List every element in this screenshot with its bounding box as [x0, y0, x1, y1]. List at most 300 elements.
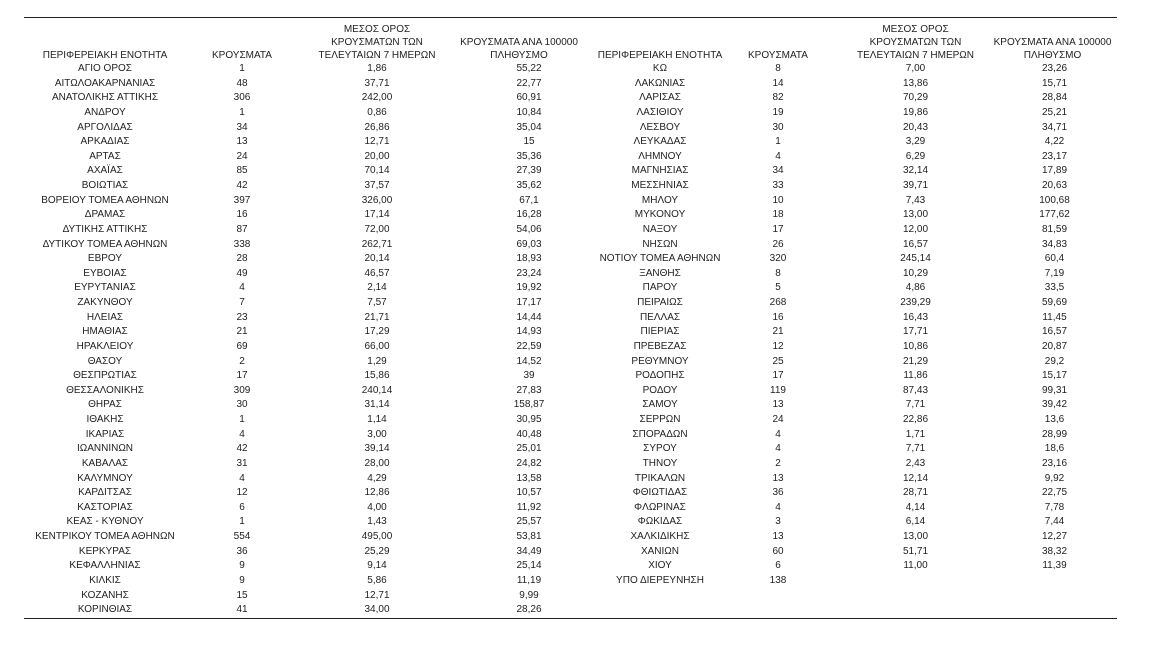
per100k-cell: 59,69	[1041, 297, 1068, 308]
per100k-cell: 4,22	[1044, 136, 1065, 148]
avg-cell: 87,43	[902, 384, 929, 396]
header-region: ΠΕΡΙΦΕΡΕΙΑΚΗ ΕΝΟΤΗΤΑ	[597, 50, 723, 61]
per100k-cell: 22,77	[516, 77, 542, 89]
cases-cell: 6	[239, 501, 245, 513]
table-row	[582, 267, 1117, 282]
table-row	[24, 486, 582, 501]
cases-cell: 21	[236, 326, 248, 338]
table-row	[582, 486, 1117, 501]
left-table-header	[24, 20, 582, 62]
table-row	[24, 267, 582, 282]
header-per100k: ΚΡΟΥΣΜΑΤΑ ΑΝΑ 100000 ΠΛΗΘΥΣΜΟ	[993, 37, 1112, 61]
per100k-cell: 39,42	[1041, 399, 1068, 411]
top-rule	[24, 17, 1117, 18]
avg-cell: 13,00	[902, 209, 929, 221]
table-row	[582, 457, 1117, 472]
per100k-cell: 11,92	[516, 501, 542, 513]
per100k-cell: 11,45	[1042, 311, 1067, 323]
avg-cell: 242,00	[361, 92, 393, 104]
region-cell: ΙΘΑΚΗΣ	[86, 414, 124, 425]
avg-cell: 0,86	[367, 106, 387, 118]
avg-cell: 262,71	[361, 238, 393, 250]
cases-cell: 33	[772, 180, 784, 191]
region-cell: ΝΑΞΟΥ	[642, 223, 678, 235]
table-row	[24, 369, 582, 384]
table-row	[24, 179, 582, 194]
avg-cell: 17,71	[902, 326, 929, 338]
avg-cell: 25,29	[364, 545, 390, 557]
region-cell: ΕΥΡΥΤΑΝΙΑΣ	[74, 282, 136, 294]
avg-cell: 16,57	[902, 238, 929, 250]
table-row	[24, 501, 582, 516]
avg-cell: 28,00	[364, 457, 390, 469]
region-cell: ΙΚΑΡΙΑΣ	[85, 428, 125, 440]
table-row	[582, 106, 1117, 121]
per100k-cell: 23,16	[1041, 457, 1068, 469]
avg-cell: 12,14	[902, 472, 929, 484]
per100k-cell: 9,99	[519, 589, 539, 601]
avg-cell: 495,00	[361, 531, 393, 542]
region-cell: ΣΥΡΟΥ	[643, 443, 677, 455]
region-cell: ΘΕΣΠΡΩΤΙΑΣ	[73, 370, 137, 382]
per100k-cell: 69,03	[516, 238, 542, 250]
cases-cell: 3	[775, 516, 781, 528]
cases-cell: 554	[233, 531, 251, 542]
avg-cell: 7,71	[905, 399, 926, 411]
region-cell: ΜΑΓΝΗΣΙΑΣ	[631, 165, 689, 177]
per100k-cell: 39	[523, 370, 535, 382]
cases-cell: 9	[239, 560, 245, 572]
per100k-cell: 23,24	[516, 267, 542, 279]
left-table	[24, 20, 582, 618]
table-row	[24, 62, 582, 77]
region-cell: ΞΑΝΘΗΣ	[639, 267, 681, 279]
region-cell: ΠΑΡΟΥ	[642, 282, 678, 294]
avg-cell: 13,00	[902, 531, 929, 542]
region-cell: ΛΑΣΙΘΙΟΥ	[636, 106, 684, 118]
table-row	[582, 238, 1117, 253]
cases-cell: 13	[772, 399, 784, 411]
cases-cell: 4	[239, 282, 245, 294]
per100k-cell: 18,93	[516, 253, 542, 265]
table-row	[24, 135, 582, 150]
avg-cell: 11,00	[903, 560, 928, 572]
header-cases: ΚΡΟΥΣΜΑΤΑ	[212, 50, 272, 61]
avg-cell: 20,00	[364, 150, 390, 162]
region-cell: ΘΕΣΣΑΛΟΝΙΚΗΣ	[66, 384, 144, 396]
table-row	[582, 369, 1117, 384]
table-row	[24, 355, 582, 370]
cases-cell: 1	[239, 106, 245, 118]
table-row	[582, 164, 1117, 179]
cases-cell: 48	[236, 77, 248, 89]
region-cell: ΕΥΒΟΙΑΣ	[83, 267, 127, 279]
avg-cell: 9,14	[367, 560, 387, 572]
avg-cell: 2,43	[905, 457, 926, 469]
per100k-cell: 28,84	[1041, 92, 1068, 104]
region-cell: ΛΗΜΝΟΥ	[638, 150, 682, 162]
avg-cell: 6,14	[905, 516, 926, 528]
avg-cell: 3,29	[905, 136, 926, 148]
table-row	[582, 325, 1117, 340]
region-cell: ΔΡΑΜΑΣ	[84, 209, 126, 221]
cases-cell: 268	[769, 297, 787, 308]
avg-cell: 4,29	[367, 472, 387, 484]
per100k-cell: 29,2	[1044, 355, 1065, 367]
cases-cell: 6	[775, 560, 781, 572]
table-row	[24, 457, 582, 472]
table-row	[582, 384, 1117, 399]
region-cell: ΠΙΕΡΙΑΣ	[640, 326, 680, 338]
cases-cell: 15	[236, 589, 248, 601]
region-cell: ΠΕΛΛΑΣ	[639, 311, 681, 323]
per100k-cell: 28,99	[1041, 428, 1068, 440]
avg-cell: 15,86	[364, 370, 390, 382]
table-row	[24, 603, 582, 618]
region-cell: ΠΕΙΡΑΙΩΣ	[637, 297, 683, 308]
per100k-cell: 55,22	[516, 63, 542, 74]
per100k-cell: 35,36	[516, 150, 542, 162]
cases-cell: 338	[233, 238, 251, 250]
per100k-cell: 17,17	[516, 297, 542, 308]
cases-cell: 309	[233, 384, 251, 396]
cases-cell: 12	[772, 340, 784, 352]
table-row	[24, 223, 582, 238]
region-cell: ΣΕΡΡΩΝ	[639, 414, 681, 425]
region-cell: ΦΩΚΙΔΑΣ	[637, 516, 683, 528]
cases-cell: 41	[236, 604, 248, 616]
table-row	[24, 252, 582, 267]
per100k-cell: 25,57	[516, 516, 542, 528]
region-cell: ΔΥΤΙΚΟΥ ΤΟΜΕΑ ΑΘΗΝΩΝ	[42, 238, 168, 250]
table-row	[24, 164, 582, 179]
per100k-cell: 27,39	[516, 165, 542, 177]
per100k-cell: 14,93	[516, 326, 542, 338]
cases-cell: 30	[772, 121, 784, 133]
region-cell: ΑΡΤΑΣ	[89, 150, 121, 162]
avg-cell: 70,14	[364, 165, 390, 177]
cases-cell: 397	[233, 194, 251, 206]
region-cell: ΑΡΚΑΔΙΑΣ	[80, 136, 130, 148]
avg-cell: 28,71	[902, 487, 929, 499]
avg-cell: 245,14	[900, 253, 931, 265]
cases-cell: 34	[772, 165, 784, 177]
avg-cell: 66,00	[364, 340, 390, 352]
per100k-cell: 20,87	[1041, 340, 1068, 352]
per100k-cell: 30,95	[516, 414, 542, 425]
region-cell: ΚΑΛΥΜΝΟΥ	[77, 472, 133, 484]
table-row	[582, 208, 1117, 223]
per100k-cell: 18,6	[1044, 443, 1065, 455]
per100k-cell: 24,82	[516, 457, 542, 469]
right-table-body	[582, 62, 1117, 589]
header-avg: ΜΕΣΟΣ ΟΡΟΣ ΚΡΟΥΣΜΑΤΩΝ ΤΩΝ ΤΕΛΕΥΤΑΙΩΝ 7 ΗΜΕΡΩΝ	[856, 24, 975, 61]
per100k-cell: 13,6	[1044, 414, 1065, 425]
per100k-cell: 17,89	[1041, 165, 1068, 177]
table-row	[24, 281, 582, 296]
avg-cell: 22,86	[902, 414, 929, 425]
cases-cell: 25	[772, 355, 784, 367]
per100k-cell: 28,26	[516, 604, 542, 616]
cases-cell: 36	[236, 545, 248, 557]
region-cell: ΚΟΡΙΝΘΙΑΣ	[77, 604, 133, 616]
per100k-cell: 38,32	[1041, 545, 1068, 557]
table-row	[24, 325, 582, 340]
per100k-cell: 35,04	[516, 121, 542, 133]
per100k-cell: 22,75	[1041, 487, 1068, 499]
cases-cell: 23	[236, 311, 248, 323]
avg-cell: 3,00	[367, 428, 387, 440]
region-cell: ΤΗΝΟΥ	[642, 457, 678, 469]
region-cell: ΡΟΔΟΥ	[642, 384, 678, 396]
avg-cell: 16,43	[902, 311, 929, 323]
cases-cell: 36	[772, 487, 784, 499]
region-cell: ΦΛΩΡΙΝΑΣ	[634, 501, 686, 513]
per100k-cell: 19,92	[516, 282, 542, 294]
avg-cell: 7,71	[905, 443, 926, 455]
table-row	[24, 194, 582, 209]
avg-cell: 7,57	[367, 297, 387, 308]
region-cell: ΝΟΤΙΟΥ ΤΟΜΕΑ ΑΘΗΝΩΝ	[599, 253, 721, 265]
table-row	[582, 559, 1117, 574]
table-row	[24, 428, 582, 443]
table-row	[582, 472, 1117, 487]
region-cell: ΣΑΜΟΥ	[642, 399, 678, 411]
region-cell: ΑΝΔΡΟΥ	[84, 106, 126, 118]
table-row	[582, 428, 1117, 443]
cases-cell: 34	[236, 121, 248, 133]
region-cell: ΚΑΡΔΙΤΣΑΣ	[78, 487, 132, 499]
cases-cell: 60	[772, 545, 784, 557]
cases-cell: 119	[770, 384, 786, 396]
cases-cell: 320	[769, 253, 787, 265]
avg-cell: 13,86	[902, 77, 929, 89]
region-cell: ΗΡΑΚΛΕΙΟΥ	[76, 340, 134, 352]
per100k-cell: 11,19	[516, 574, 542, 586]
avg-cell: 21,29	[902, 355, 929, 367]
region-cell: ΛΑΡΙΣΑΣ	[639, 92, 681, 104]
per100k-cell: 14,44	[516, 311, 542, 323]
table-row	[24, 413, 582, 428]
region-cell: ΠΡΕΒΕΖΑΣ	[633, 340, 687, 352]
region-cell: ΔΥΤΙΚΗΣ ΑΤΤΙΚΗΣ	[62, 223, 148, 235]
avg-cell: 1,43	[367, 516, 387, 528]
header-avg: ΜΕΣΟΣ ΟΡΟΣ ΚΡΟΥΣΜΑΤΩΝ ΤΩΝ ΤΕΛΕΥΤΑΙΩΝ 7 ΗΜΕΡΩΝ	[318, 24, 436, 61]
per100k-cell: 34,71	[1041, 121, 1068, 133]
cases-cell: 4	[239, 428, 245, 440]
per100k-cell: 11,39	[1042, 560, 1067, 572]
cases-cell: 18	[772, 209, 784, 221]
region-cell: ΚΕΝΤΡΙΚΟΥ ΤΟΜΕΑ ΑΘΗΝΩΝ	[35, 531, 175, 542]
region-cell: ΑΝΑΤΟΛΙΚΗΣ ΑΤΤΙΚΗΣ	[51, 92, 159, 104]
avg-cell: 32,14	[902, 165, 929, 177]
cases-cell: 42	[236, 443, 248, 455]
cases-cell: 5	[775, 282, 781, 294]
table-row	[582, 252, 1117, 267]
cases-cell: 14	[772, 77, 784, 89]
per100k-cell: 60,4	[1044, 253, 1065, 265]
table-row	[582, 442, 1117, 457]
table-row	[582, 179, 1117, 194]
avg-cell: 2,14	[367, 282, 387, 294]
region-cell: ΧΑΛΚΙΔΙΚΗΣ	[630, 531, 690, 542]
cases-cell: 19	[772, 106, 784, 118]
per100k-cell: 25,14	[516, 560, 542, 572]
cases-cell: 9	[239, 574, 245, 586]
per100k-cell: 54,06	[516, 223, 542, 235]
table-row	[582, 413, 1117, 428]
region-cell: ΘΑΣΟΥ	[87, 355, 123, 367]
table-row	[582, 296, 1117, 311]
cases-cell: 17	[772, 370, 784, 382]
avg-cell: 46,57	[364, 267, 390, 279]
header-per100k: ΚΡΟΥΣΜΑΤΑ ΑΝΑ 100000 ΠΛΗΘΥΣΜΟ	[460, 37, 578, 61]
region-cell: ΜΕΣΣΗΝΙΑΣ	[631, 180, 689, 191]
avg-cell: 326,00	[361, 194, 393, 206]
per100k-cell: 22,59	[516, 340, 542, 352]
avg-cell: 39,14	[364, 443, 390, 455]
cases-cell: 30	[236, 399, 248, 411]
cases-cell: 42	[236, 180, 248, 191]
table-row	[24, 121, 582, 136]
cases-cell: 24	[772, 414, 784, 425]
cases-cell: 13	[236, 136, 248, 148]
table-row	[24, 515, 582, 530]
region-cell: ΚΟΖΑΝΗΣ	[81, 589, 129, 601]
cases-cell: 7	[239, 297, 245, 308]
per100k-cell: 23,17	[1041, 150, 1068, 162]
avg-cell: 21,71	[364, 311, 390, 323]
avg-cell: 26,86	[364, 121, 390, 133]
cases-cell: 13	[772, 472, 784, 484]
region-cell: ΧΑΝΙΩΝ	[640, 545, 680, 557]
table-row	[582, 91, 1117, 106]
per100k-cell: 25,01	[516, 443, 542, 455]
region-cell: ΝΗΣΩΝ	[642, 238, 678, 250]
region-cell: ΚΙΛΚΙΣ	[89, 574, 121, 586]
per100k-cell: 14,52	[516, 355, 542, 367]
table-row	[582, 311, 1117, 326]
cases-cell: 8	[775, 267, 781, 279]
cases-cell: 82	[772, 92, 784, 104]
right-table	[582, 20, 1117, 589]
table-row	[24, 77, 582, 92]
cases-cell: 306	[233, 92, 251, 104]
per100k-cell: 177,62	[1039, 209, 1070, 221]
avg-cell: 17,29	[364, 326, 390, 338]
region-cell: ΜΗΛΟΥ	[641, 194, 679, 206]
per100k-cell: 67,1	[519, 194, 539, 206]
avg-cell: 10,29	[902, 267, 929, 279]
table-row	[24, 559, 582, 574]
region-cell: ΡΟΔΟΠΗΣ	[635, 370, 685, 382]
table-row	[24, 311, 582, 326]
cases-cell: 21	[772, 326, 784, 338]
avg-cell: 12,71	[364, 589, 390, 601]
cases-cell: 17	[236, 370, 248, 382]
table-row	[24, 238, 582, 253]
region-cell: ΕΒΡΟΥ	[87, 253, 123, 265]
cases-cell: 138	[769, 574, 787, 586]
cases-cell: 4	[775, 501, 781, 513]
region-cell: ΜΥΚΟΝΟΥ	[634, 209, 686, 221]
avg-cell: 1,29	[367, 355, 387, 367]
table-row	[582, 574, 1117, 589]
avg-cell: 51,71	[902, 545, 929, 557]
avg-cell: 1,86	[367, 63, 387, 74]
cases-cell: 12	[236, 487, 248, 499]
avg-cell: 34,00	[364, 604, 390, 616]
avg-cell: 239,29	[900, 297, 931, 308]
table-row	[582, 194, 1117, 209]
cases-cell: 85	[236, 165, 248, 177]
region-cell: ΚΕΦΑΛΛΗΝΙΑΣ	[69, 560, 141, 572]
avg-cell: 12,71	[364, 136, 390, 148]
cases-cell: 26	[772, 238, 784, 250]
table-row	[582, 135, 1117, 150]
cases-cell: 4	[775, 443, 781, 455]
region-cell: ΗΛΕΙΑΣ	[86, 311, 124, 323]
region-cell: ΤΡΙΚΑΛΩΝ	[634, 472, 686, 484]
header-cases: ΚΡΟΥΣΜΑΤΑ	[748, 50, 808, 61]
avg-cell: 4,86	[905, 282, 926, 294]
region-cell: ΘΗΡΑΣ	[88, 399, 122, 411]
cases-cell: 28	[236, 253, 248, 265]
per100k-cell: 100,68	[1039, 194, 1070, 206]
region-cell: ΙΩΑΝΝΙΝΩΝ	[76, 443, 134, 455]
region-cell: ΦΘΙΩΤΙΔΑΣ	[632, 487, 688, 499]
avg-cell: 20,14	[364, 253, 390, 265]
region-cell: ΛΑΚΩΝΙΑΣ	[634, 77, 686, 89]
cases-cell: 1	[239, 516, 245, 528]
per100k-cell: 13,58	[516, 472, 542, 484]
bottom-rule	[24, 618, 1117, 619]
avg-cell: 1,14	[367, 414, 387, 425]
table-row	[24, 296, 582, 311]
cases-cell: 4	[775, 428, 781, 440]
per100k-cell: 53,81	[516, 531, 542, 542]
cases-cell: 4	[239, 472, 245, 484]
avg-cell: 11,86	[903, 370, 928, 382]
cases-cell: 10	[772, 194, 784, 206]
table-row	[582, 62, 1117, 77]
table-row	[582, 530, 1117, 545]
right-table-header	[582, 20, 1117, 62]
per100k-cell: 158,87	[513, 399, 545, 411]
region-cell: ΚΕΡΚΥΡΑΣ	[78, 545, 132, 557]
avg-cell: 1,71	[905, 428, 926, 440]
per100k-cell: 34,83	[1041, 238, 1068, 250]
per100k-cell: 10,84	[516, 106, 542, 118]
table-row	[24, 106, 582, 121]
avg-cell: 12,00	[902, 223, 929, 235]
avg-cell: 7,43	[905, 194, 926, 206]
table-row	[582, 355, 1117, 370]
per100k-cell: 16,28	[516, 209, 542, 221]
per100k-cell: 15	[523, 136, 535, 148]
cases-cell: 8	[775, 63, 781, 74]
table-row	[582, 121, 1117, 136]
region-cell: ΚΕΑΣ - ΚΥΘΝΟΥ	[66, 516, 144, 528]
region-cell: ΣΠΟΡΑΔΩΝ	[632, 428, 688, 440]
per100k-cell: 20,63	[1041, 180, 1068, 191]
table-row	[582, 77, 1117, 92]
region-cell: ΒΟΙΩΤΙΑΣ	[81, 180, 129, 191]
cases-cell: 2	[239, 355, 245, 367]
region-cell: ΚΑΒΑΛΑΣ	[81, 457, 129, 469]
table-row	[24, 530, 582, 545]
table-row	[582, 501, 1117, 516]
